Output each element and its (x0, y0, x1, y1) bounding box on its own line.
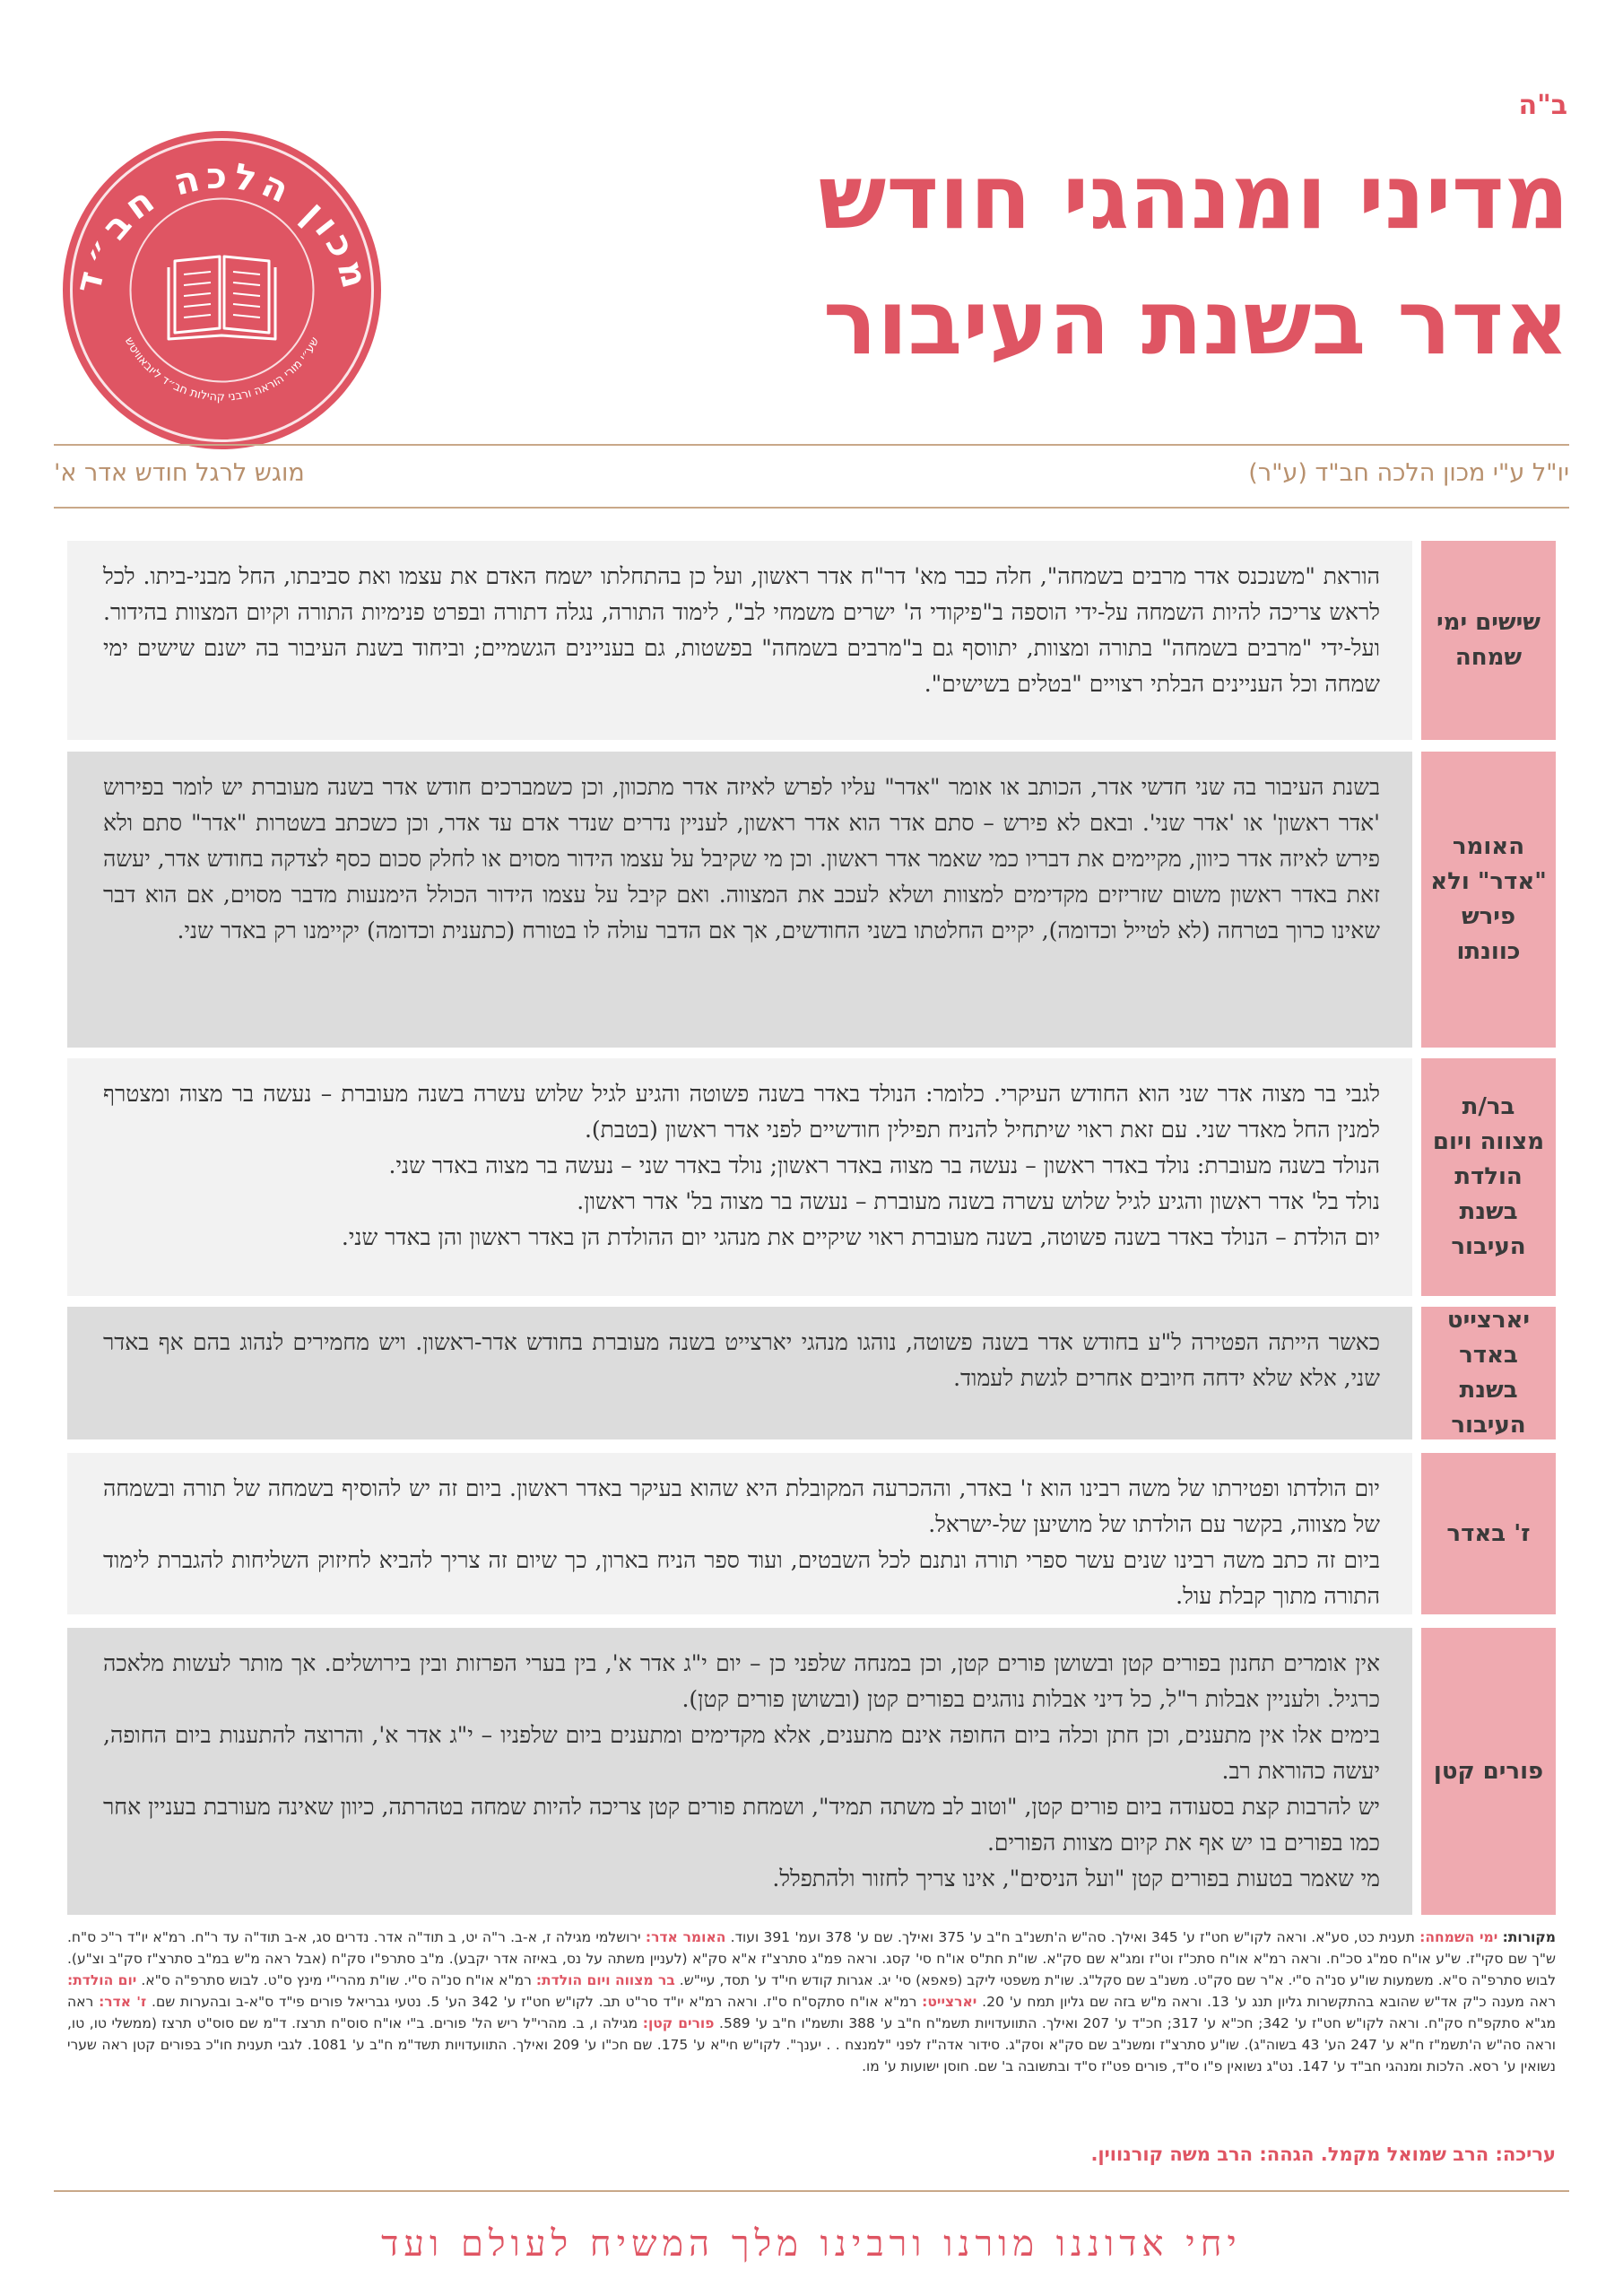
section-label: בר/ת מצווה ויום הולדת בשנת העיבור (1421, 1058, 1556, 1296)
header-rule-top (54, 444, 1569, 446)
section-purim-katan (67, 1628, 1556, 1915)
seal-graphic (63, 131, 381, 449)
source-label: האומר אדר: (645, 1929, 726, 1945)
title-line-2: אדר בשנת העיבור (822, 270, 1569, 375)
section-body (67, 1307, 1412, 1439)
paragraph: בשנת העיבור בה שני חדשי אדר, הכותב או אומר "אדר" עליו לפרש לאיזה אדר מתכוון, וכן כשמברכים חודש אדר בשנה מעוברת יש לומר בפירוש 'אדר ראשון' או 'אדר שני'. ובאם לא פירש – סתם אדר הוא אדר ראשון, לעניין נדרים שנדר אדם עד אדר, וכן כשכתב בשטרות "אדר" סתם ולא פירש לאיזה אדר כיוון, מקיימים את דבריו כמי שאמר אדר ראשון. וכן מי שקיבל על עצמו הידור מסוים או לחלק סכום כסף לצדקה בחודש אדר, יעשה זאת באדר ראשון משום שזריזים מקדימים למצוות ושלא לעכב את המצווה. ואם קיבל על עצמו הידור הכולל הימנעות מדבר מסוים, אם הוא דבר שאינו כרוך בטרחה (לא לטייל וכדומה), יקיים החלטתו בשני החודשים, אך אם הדבר עולה לו בטורח (כתענית וכדומה) יקיימנו רק באדר שני. (103, 774, 1380, 944)
paragraph: אין אומרים תחנון בפורים קטן ובשושן פורים קטן, וכן במנחה שלפני כן – יום י"ג אדר א', בין בערי הפרזות ובין בירושלים. אך מותר לעשות מלאכה כרגיל. ולעניין אבלות ר"ל, כל דיני אבלות נוהגים בפורים קטן (ובשושן פורים קטן). (103, 1650, 1380, 1712)
source-label: יום הולדת: (67, 1972, 137, 1988)
svg-text:מכון הלכה חב״ד (67, 155, 377, 297)
section-body (67, 541, 1412, 740)
svg-text:שע״י מורי הוראה ורבני קהילות ח (122, 335, 322, 404)
footer-rule (54, 2190, 1569, 2192)
sources-intro: מקורות: (1502, 1929, 1556, 1945)
paragraph: לגבי בר מצוה אדר שני הוא החודש העיקרי. כלומר: הנולד באדר בשנה פשוטה והגיע לגיל שלוש עשרה בשנה מעוברת – נעשה בר מצוה ומצטרף למנין החל מאדר שני. עם זאת ראוי שיתחיל להניח תפילין חודשיים לפני אדר ראשון (בטבת). (103, 1081, 1380, 1143)
header-rule-bottom (54, 507, 1569, 509)
section-7-adar (67, 1453, 1556, 1614)
section-label: האומר "אדר" ולא פירש כוונתו (1421, 752, 1556, 1048)
credits (1090, 2144, 1556, 2165)
section-body (67, 1453, 1412, 1614)
sources-footnotes (67, 1926, 1556, 2133)
source-text: מגילה ו, ב. מהרי"ל ריש הל' פורים. ב"י או"ח סוס"ח תרצז. ד"מ שם סוס"ט תרצז (ממשלי טו, טו, וראה סה"ש ה'תשמ"ז ח"א ע' 247 הע' 43 בשוה"ג). שו"ע סתרצ"ז ומשנ"ב שם סק"א וסק"ג. סידור אדה"ז לפני "למנצח . . יענך". לקו"ש חי"א ע' 175. שם חכ"ו ע' 209 ואילך. התוועדויות תשד"מ ח"ב ע' 1081. לגבי תענית חו"כ בפורים קטן ראה שערי נשואין ע' רסא. הלכות ומנהגי חב"ד ע' 147. נט"ג נשואין פ"ו ס"ד, פורים פט"ז ס"ד ובתשובה ב' שם. חוסן ישועות ע' מו. (67, 2015, 1556, 2074)
paragraph: הנולד בשנה מעוברת: נולד באדר ראשון – נעשה בר מצוה באדר ראשון; נולד באדר שני – נעשה בר מצוה באדר שני. (388, 1152, 1380, 1178)
paragraph: ביום זה כתב משה רבינו שנים עשר ספרי תורה ונתנם לכל השבטים, ועוד ספר הניח בארון, כך שיום זה צריך להביא לחיזוק השליחות להגברת לימוד התורה מתוך קבלת עול. (103, 1547, 1380, 1609)
footer-slogan: יחי אדוננו מורנו ורבינו מלך המשיח לעולם ועד (381, 2223, 1242, 2265)
source-text: ראה מג"א סתקפ"ח סק"ח. וראה לקו"ש חט"ז ע' 342; חכ"א ע' 317; חכ"ד ע' 207 ואילך. התוועדויות תשמ"ח ח"ב ע' 388 ותשמ"ו ח"ב ע' 589. (67, 1994, 1556, 2031)
paragraph: בימים אלו אין מתענים, וכן חתן וכלה ביום החופה אינם מתענים, אלא מקדימים ומתענים ביום שלפניו – י"ג אדר א', והרוצה להתענות ביום החופה, יעשה כהוראת רב. (103, 1722, 1380, 1784)
section-label: פורים קטן (1421, 1628, 1556, 1915)
source-text: רמ"א או"ח סנ"ה ס"י. שו"ת מהרי"י מינץ ס"ט. לבוש סתרפ"ה ס"א. (141, 1972, 532, 1988)
section-label: שישים ימי שמחה (1421, 541, 1556, 740)
section-body (67, 1058, 1412, 1296)
page-title (421, 135, 1569, 386)
editing-credit: עריכה: הרב שמואל מקמל. (1320, 2144, 1556, 2165)
section-body (67, 1628, 1412, 1915)
publisher-text: יו"ל ע"י מכון הלכה חב"ד (ע"ר) (1248, 459, 1569, 487)
logo-subtext: שע״י מורי הוראה ורבני קהילות חב״ד ליובאוויטש (121, 335, 323, 404)
bh-mark: ב"ה (1518, 90, 1567, 121)
section-body (67, 752, 1412, 1048)
paragraph: כאשר הייתה הפטירה ל"ע בחודש אדר בשנה פשוטה, נוהגו מנהגי יארצייט בשנה מעוברת בחודש אדר-ראשון. ויש מחמירים לנהוג בהם אף באדר שני, אלא שלא ידחה חיובים אחרים לגשת לעמוד. (103, 1329, 1380, 1391)
paragraph: הוראת "משנכנס אדר מרבים בשמחה", חלה כבר מא' דר"ח אדר ראשון, ועל כן בהתחלתו ישמח האדם את עצמו ואת סביבתו, החל מבני-ביתו. לכל לראש צריכה להיות השמחה על-ידי הוספה ב"פיקודי ה' ישרים משמחי לב", לימוד התורה, נגלה דתורה ובפרט פנימיות התורה וקיום המצוות בהידור. ועל-ידי "מרבים בשמחה" בתורה ומצוות, יתווסף גם ב"מרבים בשמחה" בפשטות, גם בעניינים הגשמיים; וביחוד בשנת העיבור בה ישנם שישים ימי שמחה וכל העניינים הבלתי רצויים "בטלים בשישים". (103, 563, 1380, 697)
paragraph: מי שאמר בטעות בפורים קטן "ועל הניסים", אינו צריך לחזור ולהתפלל. (772, 1866, 1380, 1892)
source-text: רמ"א או"ח סתקס"ח ס"ז. וראה רמ"א יו"ד סר"ט תב. לקו"ש חט"ז ע' 342 הע' 5. נטעי גבריאל פורים פי"ד ס"א-ב ובהערות שם. (152, 1994, 917, 2010)
paragraph: יום הולדתו ופטירתו של משה רבינו הוא ז' באדר, וההכרעה המקובלת היא שהוא בעיקר באדר ראשון. ביום זה יש להוסיף בשמחה של תורה ובשמחה של מצווה, בקשר עם הולדתו של מושיען של-ישראל. (103, 1475, 1380, 1537)
logo-text: מכון הלכה חב״ד (66, 155, 378, 298)
source-label: בר מצווה ויום הולדת: (535, 1972, 675, 1988)
section-bar-mitzvah (67, 1058, 1556, 1296)
source-text: ראה מענה כ"ק אד"ש שהובא בהתקשרות גליון תנג ע' 13. וראה מ"ש בזה שם גליון תמח ע' 20. (982, 1994, 1556, 2010)
source-label: ז' אדר: (99, 1994, 147, 2010)
section-sixty-days (67, 541, 1556, 740)
source-label: יארצייט: (922, 1994, 977, 2010)
institute-logo-seal (63, 131, 381, 449)
review-credit: הגהה: הרב משה קורנווין. (1090, 2144, 1315, 2165)
source-label: פורים קטן: (642, 2015, 715, 2031)
source-text: ירושלמי מגילה ז, א-ב. ר"ה יט, ב תוד"ה אדר. נדרים סג, א-ב תוד"ה עד ר"ח. רמ"א יו"ד ר"כ ס"ח. ש"ך שם סקי"ז. ש"ע או"ח סמ"ג סכ"ח. וראה רמ"א או"ח סתכ"ז וט"ז ומג"א שם סק"א. שו"ת חת"ס או"ח סי' קסג. וראה פמ"ג סתרצ"ז א"א סק"א (לעניין משתה על נס, באיזה אדר יקבע). מ"ב סתרפ"ו סק"ח (אבל ראה מ"ש במ"ב סתרצ"ז סק"ב וצ"ע). לבוש סתרפ"ה ס"א. משמעות שו"ע סנ"ה ס"י. א"ר שם סק"ט. משנ"ב שם סקל"ג. שו"ת משפטי ליקב (פאפא) סי' יג. אגרות קודש חי"ד ע' תסד, עיי"ש. (67, 1929, 1556, 1988)
paragraph: נולד בל' אדר ראשון והגיע לגיל שלוש עשרה בשנה מעוברת – נעשה בר מצוה בל' אדר ראשון. (577, 1188, 1380, 1214)
section-yahrzeit (67, 1307, 1556, 1439)
section-label: ז' באדר (1421, 1453, 1556, 1614)
paragraph: יום הולדת – הנולד באדר בשנה פשוטה, בשנה מעוברת ראוי שיקיים את מנהגי יום ההולדת הן באדר ראשון והן באדר שני. (341, 1224, 1380, 1250)
section-adar-unspecified (67, 752, 1556, 1048)
paragraph: יש להרבות קצת בסעודה ביום פורים קטן, "וטוב לב משתה תמיד", ושמחת פורים קטן צריכה להיות שמחה בטהרתה, כיוון שאינה מעורבת בעניין אחר כמו בפורים בו יש אף את קיום מצוות הפורים. (103, 1794, 1380, 1856)
subtitle-bar (54, 459, 1569, 495)
source-label: ימי השמחה: (1419, 1929, 1498, 1945)
source-text: תענית כט, סע"א. וראה לקו"ש חט"ז ע' 345 ואילך. סה"ש ה'תשנ"ב ח"ב ע' 375 ואילך. שם ע' 378 ועמ' 391 ועוד. (730, 1929, 1415, 1945)
section-label: יארצייט באדר בשנת העיבור (1421, 1307, 1556, 1439)
presented-text: מוגש לרגל חודש אדר א' (54, 459, 305, 487)
title-line-1: מדיני ומנהגי חודש (818, 144, 1569, 249)
book-icon (169, 257, 275, 339)
